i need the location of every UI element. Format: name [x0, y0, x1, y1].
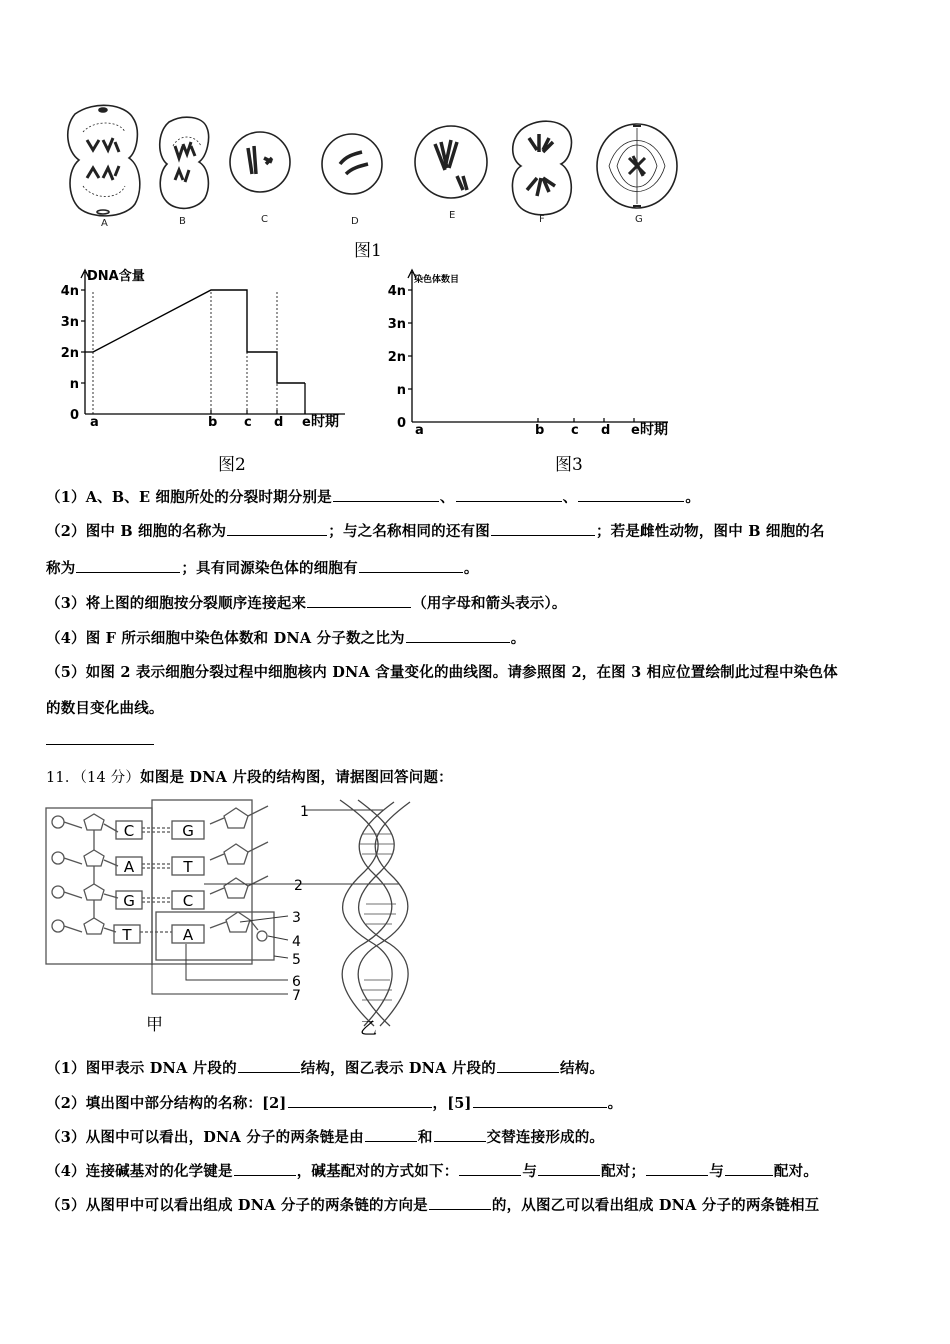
fig2-dna-curve — [93, 290, 305, 383]
q10-part4 — [46, 627, 525, 648]
label-jia: 甲 — [146, 1015, 163, 1035]
cell-label-b: B — [179, 216, 186, 227]
q10-p3b: （用字母和箭头表示）。 — [412, 595, 567, 612]
fig3-xtick-label: e — [631, 423, 640, 438]
cell-label-a: A — [101, 218, 108, 229]
left-strand-box — [46, 808, 152, 964]
q11-s5b: 的，从图乙可以看出组成 DNA 分子的两条链相互 — [491, 1197, 820, 1214]
q11-blank-backbone2[interactable] — [434, 1127, 486, 1142]
q10-blank-b[interactable] — [456, 487, 562, 502]
q10-sep: 、 — [439, 489, 455, 506]
q11-blank-2[interactable] — [288, 1093, 432, 1108]
fig3-ytick-label: 0 — [396, 416, 406, 431]
q10-blank-b-name[interactable] — [227, 521, 327, 536]
q11-s4d: 配对； — [601, 1163, 646, 1180]
fig3-ytick-label: 3n — [388, 317, 406, 332]
q11-blank-pair2a[interactable] — [646, 1161, 708, 1176]
q10-sep: 、 — [562, 489, 578, 506]
figure1-cells — [55, 100, 695, 230]
q11-s2c: 。 — [607, 1095, 623, 1112]
cell-label-g: G — [635, 214, 643, 225]
q10-blank-ratio[interactable] — [406, 628, 510, 643]
q10-p4b: 。 — [510, 630, 526, 647]
base-right-2: T — [183, 858, 193, 876]
figure3-caption: 图3 — [555, 455, 583, 475]
q10-p2f: 。 — [463, 560, 479, 577]
fig3-xtick-label: a — [415, 423, 424, 438]
fig3-xtick-label: c — [571, 423, 579, 438]
base-right-3: C — [182, 892, 194, 910]
cell-a — [68, 105, 140, 216]
cell-g — [597, 124, 677, 208]
q11-s5a: （5）从图甲中可以看出组成 DNA 分子的两条链的方向是 — [46, 1197, 428, 1214]
q11-blank-pair1b[interactable] — [538, 1161, 600, 1176]
fig3-xtick-label: b — [535, 423, 545, 438]
label-yi: 乙 — [360, 1019, 377, 1038]
fig3-ytick-label: n — [396, 383, 406, 398]
q11-blank-plane[interactable] — [238, 1058, 300, 1073]
base-left-3: G — [123, 892, 135, 910]
cell-e — [415, 126, 487, 198]
q11-blank-backbone1[interactable] — [365, 1127, 417, 1142]
q11-s1c: 结构。 — [559, 1060, 605, 1077]
callout-7: 7 — [292, 988, 301, 1004]
callout-4: 4 — [292, 934, 301, 950]
fig2-ytick-label: 3n — [60, 315, 79, 330]
fig2-xtick-label: d — [274, 415, 284, 430]
q11-number: 11． — [46, 770, 80, 786]
q10-part2 — [46, 520, 825, 541]
base-right-4: A — [182, 926, 194, 944]
q10-part1 — [46, 486, 700, 507]
q11-blank-spatial[interactable] — [497, 1058, 559, 1073]
q10-blank-female[interactable] — [76, 558, 180, 573]
q10-p4a: （4）图 F 所示细胞中染色体数和 DNA 分子数之比为 — [46, 630, 405, 647]
cell-d — [322, 134, 382, 194]
q11-s4f: 配对。 — [773, 1163, 819, 1180]
q11-sub5 — [46, 1194, 819, 1215]
q11-sub4 — [46, 1160, 818, 1181]
q10-part2-cont — [46, 557, 479, 578]
dna-structure-figure — [44, 794, 424, 1038]
fig3-x-suffix: 时期 — [640, 422, 668, 438]
callout-1: 1 — [300, 804, 309, 820]
fig2-ytick-label: 4n — [60, 284, 79, 299]
base-right-1: G — [182, 822, 194, 840]
q10-p2d: 称为 — [46, 560, 76, 577]
nucleotide-box — [156, 912, 274, 960]
right-backbone — [210, 806, 268, 941]
q11-sub1 — [46, 1057, 604, 1078]
q11-s3a: （3）从图中可以看出，DNA 分子的两条链是由 — [46, 1129, 364, 1146]
cell-f — [512, 121, 571, 215]
q11-stem — [46, 766, 453, 787]
q11-score: （14 分） — [79, 770, 141, 786]
q11-s3c: 交替连接形成的。 — [486, 1129, 605, 1146]
cell-c — [230, 132, 290, 192]
q11-s4c: 与 — [522, 1163, 538, 1180]
q10-p3a: （3）将上图的细胞按分裂顺序连接起来 — [46, 595, 307, 612]
double-helix — [340, 800, 410, 1026]
figure2-caption: 图2 — [218, 455, 246, 475]
cell-label-c: C — [261, 214, 268, 225]
q11-s4e: 与 — [709, 1163, 724, 1180]
q10-part3 — [46, 592, 567, 613]
q11-blank-pair1a[interactable] — [459, 1161, 521, 1176]
cell-label-f: F — [539, 214, 545, 225]
q11-s4a: （4）连接碱基对的化学键是 — [46, 1163, 233, 1180]
q10-p2e: ；具有同源染色体的细胞有 — [181, 560, 358, 577]
fig2-ytick-label: 2n — [60, 346, 79, 361]
fig3-xtick-label: d — [601, 423, 611, 438]
q11-stem-text: 如图是 DNA 片段的结构图，请据图回答问题： — [140, 769, 453, 786]
right-strand-box — [152, 800, 252, 964]
q11-sub3 — [46, 1126, 604, 1147]
q10-p2c: ；若是雌性动物，图中 B 细胞的名 — [595, 523, 825, 540]
figure3-chart — [388, 264, 688, 442]
callout-3: 3 — [292, 910, 301, 926]
fig2-y-title: DNA含量 — [87, 269, 145, 284]
section-divider — [46, 744, 154, 745]
q11-sub2 — [46, 1092, 622, 1113]
q11-s2a: （2）填出图中部分结构的名称：[2] — [46, 1095, 287, 1112]
q11-s2b: ，[5] — [432, 1095, 472, 1112]
q11-blank-direction[interactable] — [429, 1195, 491, 1210]
fig2-x-suffix: 时期 — [311, 414, 339, 430]
base-left-1: C — [123, 822, 135, 840]
q11-blank-5[interactable] — [473, 1093, 607, 1108]
q10-blank-same[interactable] — [491, 521, 595, 536]
q10-blank-homologous[interactable] — [359, 558, 463, 573]
callout-6: 6 — [292, 974, 301, 990]
q10-blank-a[interactable] — [333, 487, 439, 502]
fig2-ytick-label: 0 — [69, 408, 79, 423]
cell-label-e: E — [449, 210, 456, 221]
q10-end: 。 — [685, 489, 701, 506]
fig2-xtick-label: b — [208, 415, 218, 430]
cell-b — [160, 117, 209, 208]
q10-p2b: ；与之名称相同的还有图 — [328, 523, 490, 540]
cell-label-d: D — [351, 216, 359, 227]
fig3-ytick-label: 4n — [388, 284, 406, 299]
q10-p2a: （2）图中 B 细胞的名称为 — [46, 523, 227, 540]
q10-part5: （5）如图 2 表示细胞分裂过程中细胞核内 DNA 含量变化的曲线图。请参照图 2，在图 3 相应位置绘制此过程中染色体 — [46, 664, 838, 681]
q10-blank-e[interactable] — [578, 487, 684, 502]
q10-p1-text: （1）A、B、E 细胞所处的分裂时期分别是 — [46, 489, 332, 506]
q11-s4b: ，碱基配对的方式如下： — [296, 1163, 459, 1180]
fig2-xtick-label: a — [90, 415, 99, 430]
fig2-xtick-label: e — [302, 415, 311, 430]
q10-part5-cont: 的数目变化曲线。 — [46, 700, 164, 717]
callout-2: 2 — [294, 878, 303, 894]
q11-blank-bond[interactable] — [234, 1161, 296, 1176]
callout-5: 5 — [292, 952, 301, 968]
q11-s1b: 结构，图乙表示 DNA 片段的 — [300, 1060, 496, 1077]
q10-blank-order[interactable] — [307, 593, 411, 608]
fig3-y-title: 染色体数目 — [414, 275, 460, 285]
q11-blank-pair2b[interactable] — [725, 1161, 773, 1176]
fig2-xtick-label: c — [244, 415, 252, 430]
left-backbone — [52, 814, 118, 934]
q11-s3b: 和 — [417, 1129, 433, 1146]
fig2-ytick-label: n — [69, 377, 79, 392]
fig3-ytick-label: 2n — [388, 350, 406, 365]
base-left-2: A — [123, 858, 135, 876]
figure2-chart — [55, 264, 355, 434]
base-left-4: T — [122, 926, 132, 944]
q11-s1a: （1）图甲表示 DNA 片段的 — [46, 1060, 237, 1077]
figure1-caption: 图1 — [354, 241, 382, 261]
